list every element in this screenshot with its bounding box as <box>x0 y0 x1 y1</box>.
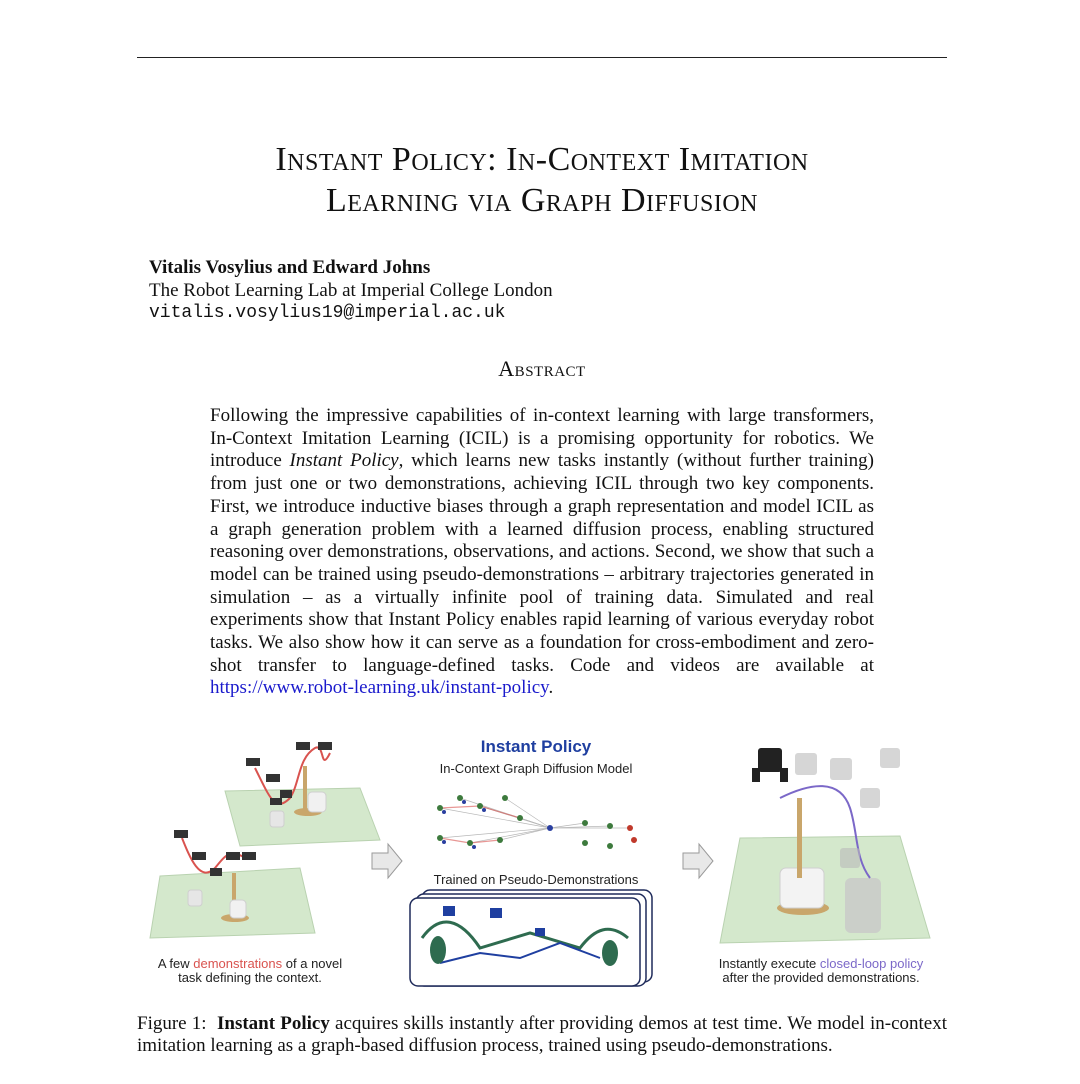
affiliation: The Robot Learning Lab at Imperial College London <box>149 280 553 301</box>
right-caption-line-2: after the provided demonstrations. <box>722 970 920 985</box>
abstract-method-name: Instant Policy <box>289 450 399 472</box>
abstract-text-1: Following the impressive capabilities of in-context learning with large transformers, In-Context Imitation Learning (ICIL) is a promising opportunity for robotics. We introduce <box>210 405 874 472</box>
project-link[interactable]: https://www.robot-learning.uk/instant-policy <box>210 677 549 699</box>
authors: Vitalis Vosylius and Edward Johns <box>149 257 431 278</box>
paper-title-line-2: Learning via Graph Diffusion <box>325 182 759 219</box>
header-rule <box>137 57 947 58</box>
execution-scene <box>720 748 930 943</box>
diffusion-model-label: In-Context Graph Diffusion Model <box>439 761 633 776</box>
figure-caption <box>137 1013 947 1057</box>
abstract-text-3: . <box>548 677 554 699</box>
right-caption-line-1: Instantly execute closed-loop policy <box>718 956 924 971</box>
demo-scene-bottom <box>150 830 315 938</box>
pseudo-demo-cards <box>410 890 652 986</box>
arrow-right-icon <box>372 844 402 878</box>
abstract-text-2: , which learns new tasks instantly (without further training) from just one or two demonstrations, achieving ICIL through two key components. First, we introduce inductive biases through a graph representation and model ICIL as a graph generation problem with a learned diffusion process, enabling structured reasoning over demonstrations, observations, and actions. Second, we show that such a model can be trained using pseudo-demonstrations – arbitrary trajectories generated in simulation – as a virtually infinite pool of training data. Simulated and real experiments show that Instant Policy enables rapid learning of various everyday robot tasks. We also show how it can serve as a foundation for cross-embodiment and zero-shot transfer to language-defined tasks. Code and videos are available at <box>210 450 874 676</box>
arrow-right-icon <box>683 844 713 878</box>
figure-1-illustration <box>140 728 950 990</box>
left-caption-line-2: task defining the context. <box>178 970 322 985</box>
paper-title-line-1: Instant Policy: In-Context Imitation <box>275 141 809 178</box>
demo-scene-top <box>225 742 380 846</box>
graph-diffusion-diagram <box>437 795 637 849</box>
abstract-body <box>210 405 874 700</box>
trained-label: Trained on Pseudo-Demonstrations <box>433 872 639 887</box>
caption-label: Figure 1: <box>137 1013 207 1034</box>
left-caption-line-1: A few demonstrations of a novel <box>157 956 343 971</box>
abstract-heading: Abstract <box>498 356 586 381</box>
caption-text: acquires skills instantly after providing demos at test time. We model in-context imitation learning as a graph-based diffusion process, trained using pseudo-demonstrations. <box>137 1013 947 1056</box>
author-email[interactable]: vitalis.vosylius19@imperial.ac.uk <box>149 303 506 323</box>
caption-bold: Instant Policy <box>216 1013 330 1034</box>
instant-policy-label: Instant Policy <box>480 737 592 756</box>
